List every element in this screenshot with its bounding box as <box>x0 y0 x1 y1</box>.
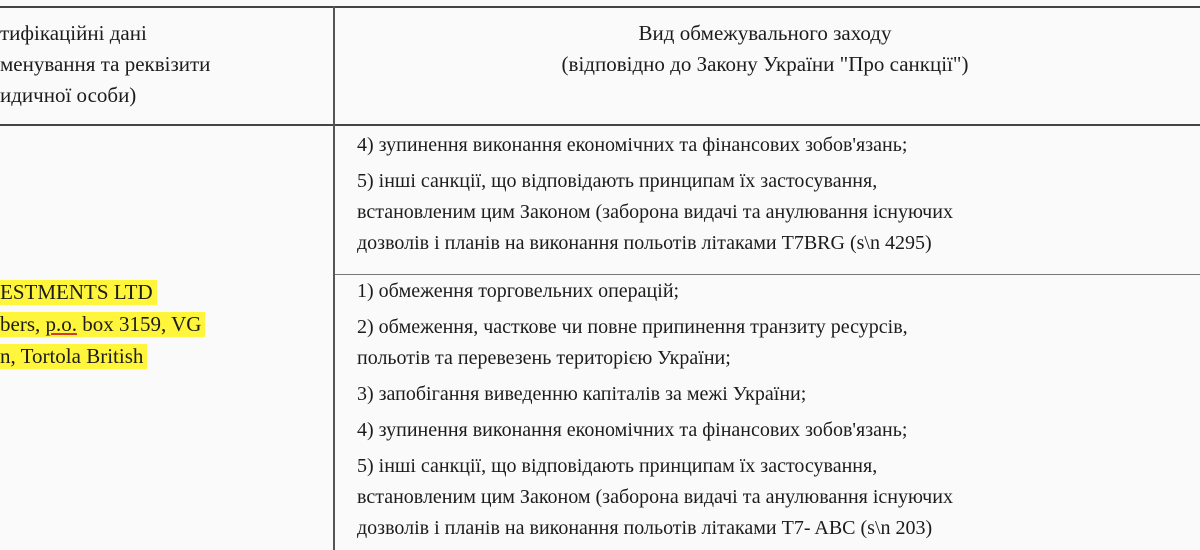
sanction-text-line: 1) обмеження торговельних операцій; <box>357 280 680 302</box>
header-identification-data <box>0 18 330 111</box>
sanction-text-line: дозволів і планів на виконання польотів літаками T7- ABC (s\n 203) <box>357 517 933 539</box>
entity-name: ESTMENTS LTD <box>0 280 157 305</box>
entity-address-line: bers, p.o. box 3159, VG <box>0 312 205 337</box>
sanction-text-line: 4) зупинення виконання економічних та фінансових зобов'язань; <box>357 419 908 441</box>
header-bottom-border <box>0 124 1200 126</box>
sanction-text-line: встановленим цим Законом (заборона видачі та анулювання існуючих <box>357 201 953 223</box>
entity-location-line: n, Tortola British <box>0 344 147 369</box>
sanction-item <box>357 415 1197 446</box>
header-right-line: Вид обмежувального заходу <box>638 21 892 45</box>
sanction-item <box>357 312 1197 374</box>
table-top-border <box>0 6 1200 8</box>
entity-details <box>0 276 205 372</box>
sanction-item <box>357 166 1197 259</box>
sanction-text-line: польотів та перевезень територією України; <box>357 347 731 369</box>
sanction-item <box>357 276 1197 307</box>
header-restriction-type <box>350 18 1180 80</box>
sanction-text-line: 3) запобігання виведенню капіталів за межі України; <box>357 383 807 405</box>
column-divider <box>333 6 335 550</box>
header-left-line: идичної особи) <box>0 83 137 107</box>
sanction-item <box>357 379 1197 410</box>
sanction-text-line: 4) зупинення виконання економічних та фінансових зобов'язань; <box>357 134 908 156</box>
header-left-line: менування та реквізити <box>0 52 211 76</box>
sanction-text-line: 5) інші санкції, що відповідають принципам їх застосування, <box>357 170 878 192</box>
po-abbreviation: p.o. <box>45 312 77 336</box>
sanction-text-line: 2) обмеження, часткове чи повне припинення транзиту ресурсів, <box>357 316 908 338</box>
header-left-line: тифікаційні дані <box>0 21 147 45</box>
sanctions-list <box>357 130 1197 549</box>
sanction-text-line: встановленим цим Законом (заборона видачі та анулювання існуючих <box>357 486 953 508</box>
header-right-line: (відповідно до Закону України "Про санкції") <box>561 52 969 76</box>
sanction-item <box>357 451 1197 544</box>
sanction-text-line: дозволів і планів на виконання польотів літаками T7BRG (s\n 4295) <box>357 232 932 254</box>
sanction-item <box>357 130 1197 161</box>
sanction-text-line: 5) інші санкції, що відповідають принципам їх застосування, <box>357 455 878 477</box>
